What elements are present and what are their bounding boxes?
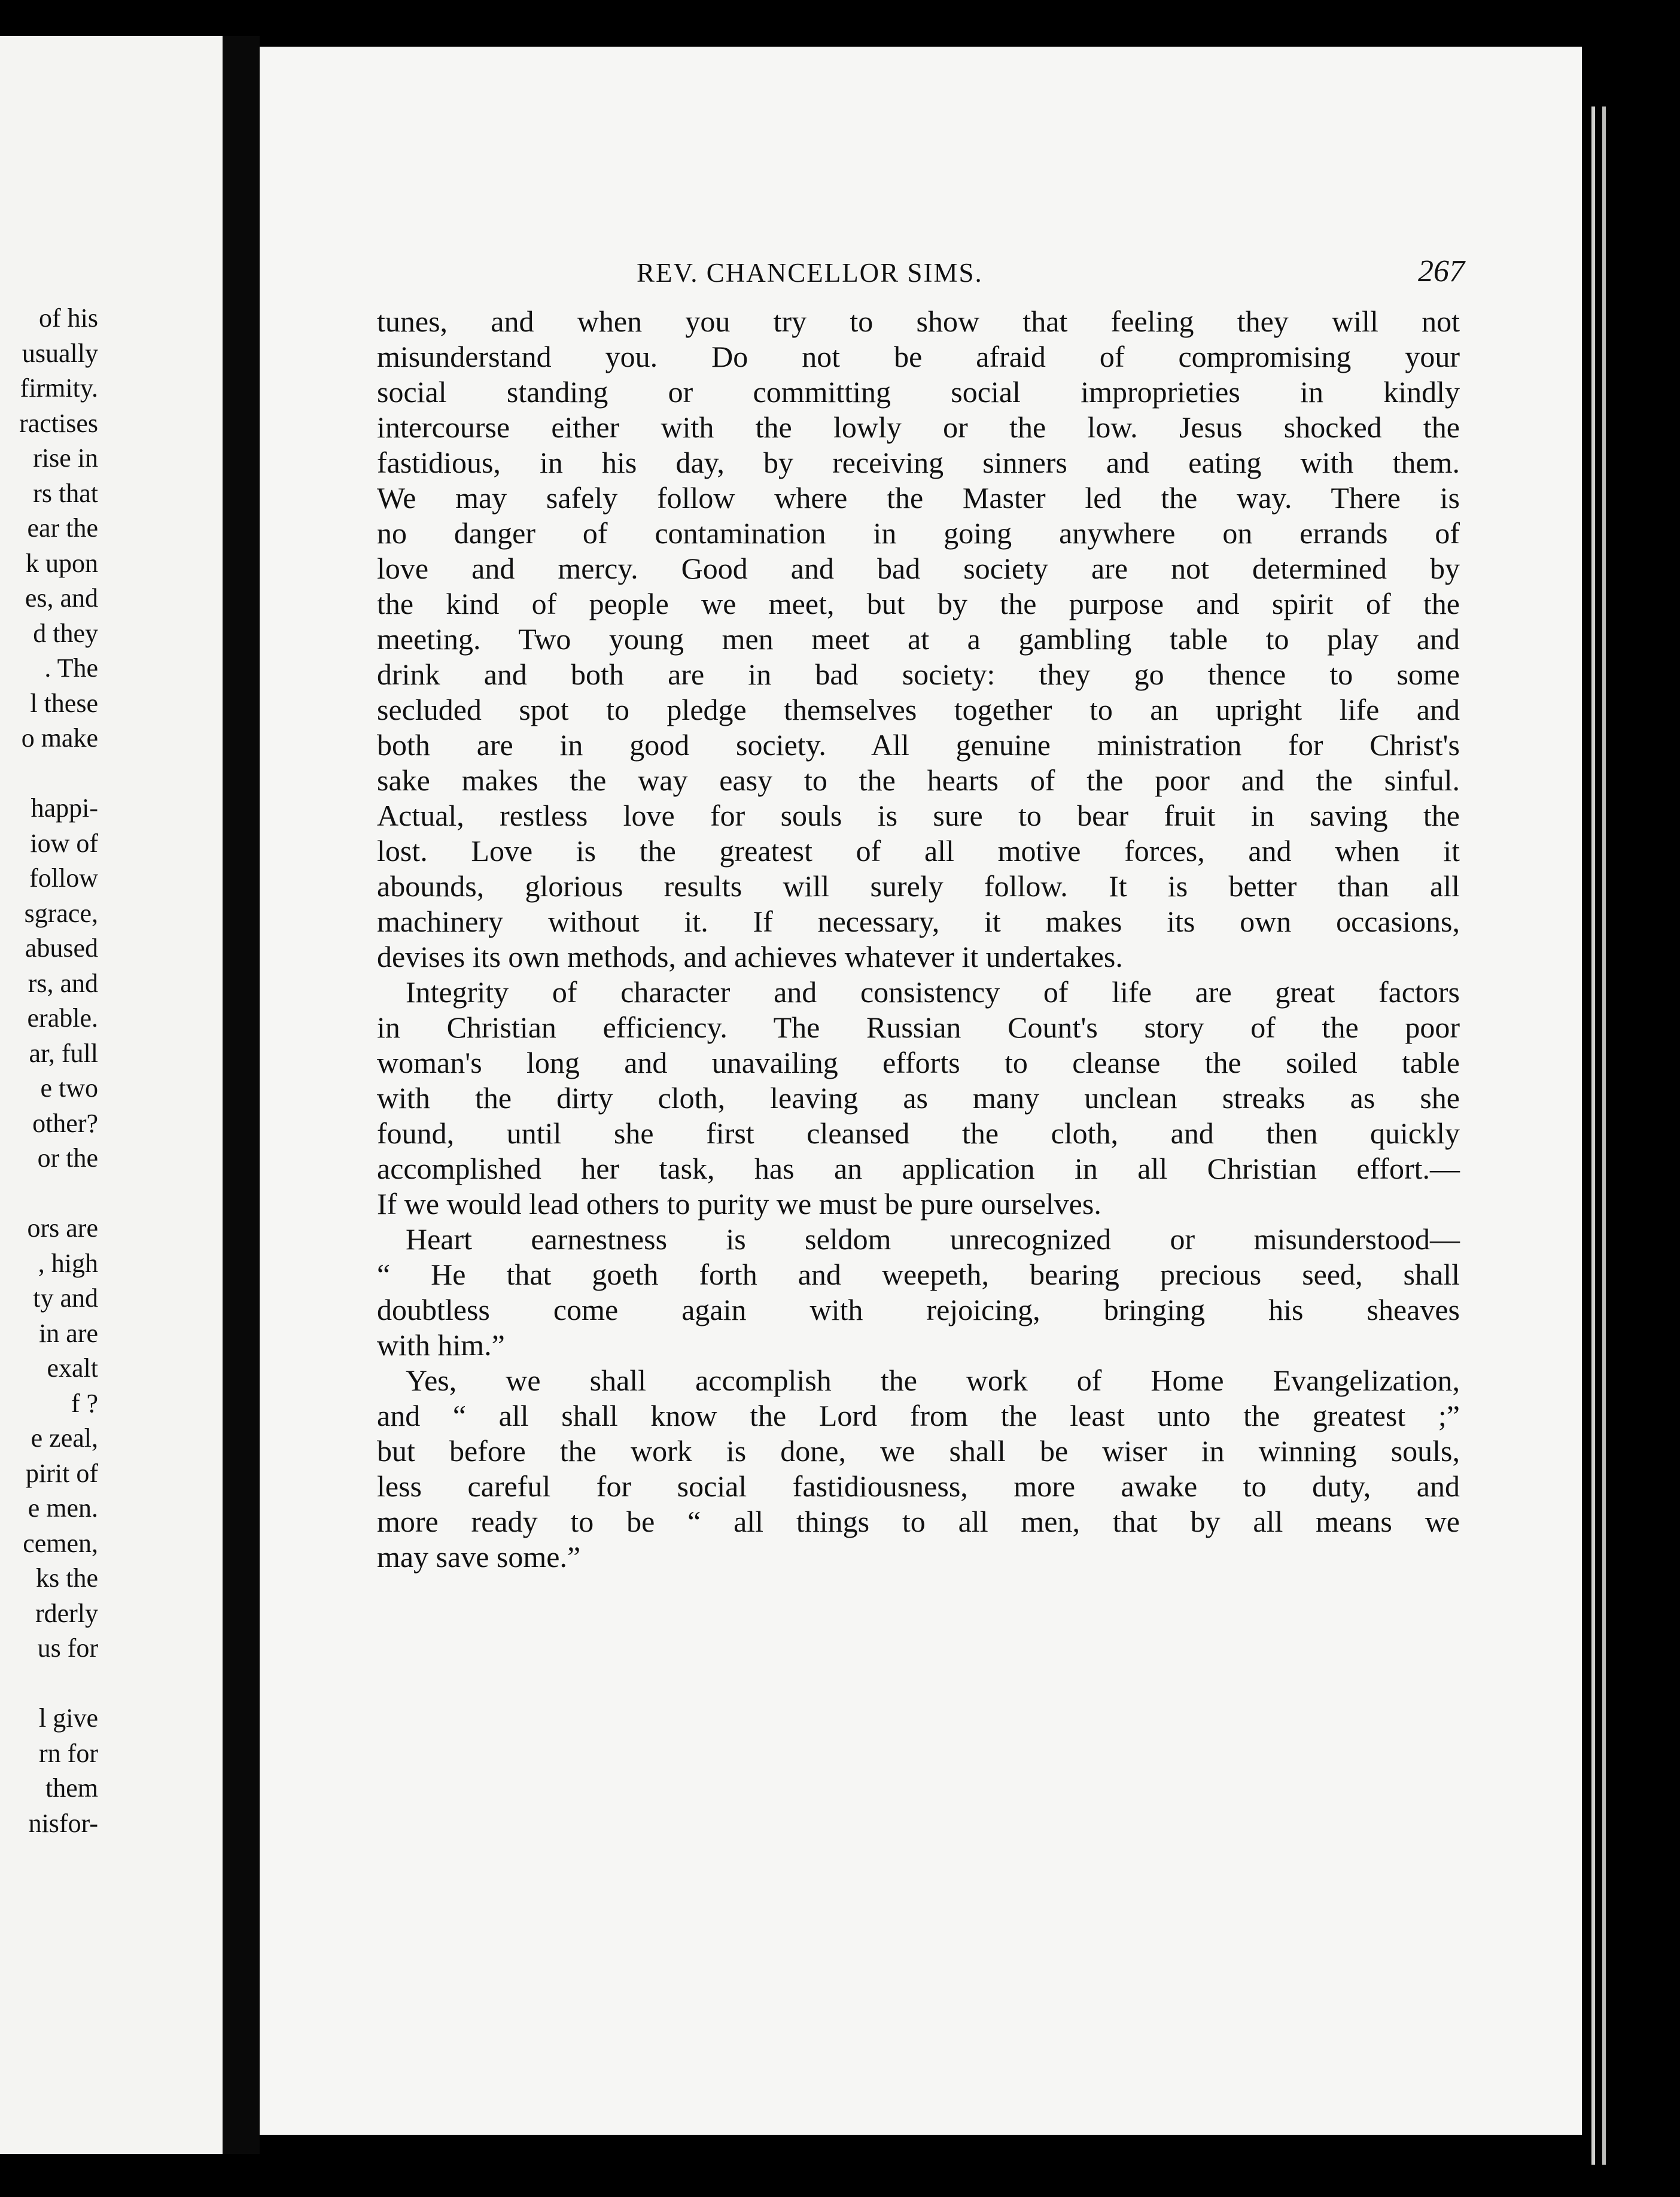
left-page-line-fragment: . The	[44, 653, 98, 683]
paragraph	[377, 975, 1460, 1222]
text-line: woman's long and unavailing efforts to cleanse the soiled table	[377, 1046, 1460, 1079]
text-line: doubtless come again with rejoicing, bringing his sheaves	[377, 1293, 1460, 1326]
text-line: love and mercy. Good and bad society are not determined by	[377, 552, 1460, 585]
text-line: “ He that goeth forth and weepeth, bearing precious seed, shall	[377, 1258, 1460, 1291]
paragraph	[377, 304, 1460, 975]
text-line: may save some.”	[377, 1540, 581, 1574]
left-page-line-fragment: e zeal,	[31, 1423, 98, 1453]
text-line: with him.”	[377, 1328, 505, 1362]
text-line: Actual, restless love for souls is sure to bear fruit in saving the	[377, 799, 1460, 832]
left-page-line-fragment: sgrace,	[24, 898, 98, 928]
left-page-line-fragment: ors are	[27, 1213, 98, 1243]
paragraph	[377, 1222, 1460, 1363]
left-page-line-fragment: rs that	[33, 478, 98, 508]
book-page	[260, 47, 1582, 2135]
left-page-line-fragment: , high	[38, 1248, 98, 1278]
body-text	[377, 304, 1460, 1575]
left-page-line-fragment: o make	[21, 723, 98, 753]
text-line: Yes, we shall accomplish the work of Home Evangelization,	[406, 1364, 1460, 1397]
left-page-line-fragment: follow	[29, 863, 98, 893]
text-line: If we would lead others to purity we must be pure ourselves.	[377, 1187, 1101, 1221]
left-page-line-fragment: k upon	[26, 548, 98, 578]
left-page-line-fragment: of his	[39, 303, 98, 333]
left-page-line-fragment: usually	[22, 338, 98, 368]
text-line: drink and both are in bad society: they go thence to some	[377, 658, 1460, 691]
book-gutter	[223, 36, 260, 2154]
previous-page-fragment	[0, 36, 223, 2154]
page-edge	[1602, 106, 1606, 2165]
left-page-line-fragment: ractises	[19, 408, 98, 438]
text-line: no danger of contamination in going anywhere on errands of	[377, 516, 1460, 550]
left-page-line-fragment: es, and	[25, 583, 98, 613]
text-line: accomplished her task, has an application in all Christian effort.—	[377, 1152, 1460, 1185]
text-line: tunes, and when you try to show that feeling they will not	[377, 305, 1460, 338]
left-page-line-fragment: rs, and	[28, 968, 98, 998]
left-page-line-fragment: ear the	[27, 513, 98, 543]
left-page-line-fragment: erable.	[27, 1003, 98, 1033]
left-page-line-fragment: f ?	[71, 1388, 98, 1418]
left-page-line-fragment: abused	[25, 933, 98, 963]
page-edge	[1591, 106, 1595, 2165]
text-line: but before the work is done, we shall be wiser in winning souls,	[377, 1434, 1460, 1468]
left-page-line-fragment: d they	[33, 618, 98, 648]
text-line: We may safely follow where the Master led the way. There is	[377, 481, 1460, 515]
text-line: less careful for social fastidiousness, more awake to duty, and	[377, 1469, 1460, 1503]
text-line: fastidious, in his day, by receiving sinners and eating with them.	[377, 446, 1460, 479]
page-number: 267	[1418, 254, 1465, 288]
text-line: secluded spot to pledge themselves together to an upright life and	[377, 693, 1460, 726]
left-page-line-fragment: ar, full	[29, 1038, 98, 1068]
left-page-line-fragment: firmity.	[20, 373, 98, 403]
left-page-line-fragment: e two	[40, 1073, 98, 1103]
left-page-line-fragment: rn for	[39, 1738, 98, 1768]
left-page-line-fragment: nisfor-	[28, 1808, 98, 1838]
text-line: misunderstand you. Do not be afraid of compromising your	[377, 340, 1460, 373]
text-line: in Christian efficiency. The Russian Count's story of the poor	[377, 1011, 1460, 1044]
text-line: machinery without it. If necessary, it makes its own occasions,	[377, 905, 1460, 938]
text-line: found, until she first cleansed the cloth, and then quickly	[377, 1116, 1460, 1150]
text-line: the kind of people we meet, but by the purpose and spirit of the	[377, 587, 1460, 620]
left-page-line-fragment: us for	[37, 1633, 98, 1663]
text-line: with the dirty cloth, leaving as many unclean streaks as she	[377, 1081, 1460, 1115]
left-page-line-fragment: ty and	[33, 1283, 98, 1313]
text-line: sake makes the way easy to the hearts of the poor and the sinful.	[377, 763, 1460, 797]
left-page-line-fragment: cemen,	[23, 1528, 98, 1558]
left-page-line-fragment: pirit of	[26, 1458, 98, 1488]
paragraph	[377, 1363, 1460, 1575]
text-line: social standing or committing social improprieties in kindly	[377, 375, 1460, 409]
left-page-line-fragment: l give	[39, 1703, 98, 1733]
running-head: REV. CHANCELLOR SIMS.	[637, 258, 983, 288]
text-line: meeting. Two young men meet at a gambling table to play and	[377, 622, 1460, 656]
text-line: Heart earnestness is seldom unrecognized or misunderstood—	[406, 1222, 1460, 1256]
left-page-line-fragment: other?	[32, 1108, 98, 1138]
text-line: devises its own methods, and achieves whatever it undertakes.	[377, 940, 1123, 973]
left-page-line-fragment: iow of	[30, 828, 98, 858]
left-page-line-fragment: them	[45, 1773, 98, 1803]
text-line: both are in good society. All genuine ministration for Christ's	[377, 728, 1460, 762]
left-page-line-fragment: e men.	[28, 1493, 98, 1523]
left-page-line-fragment: ks the	[36, 1563, 98, 1593]
left-page-line-fragment: happi-	[31, 793, 98, 823]
left-page-line-fragment: exalt	[47, 1353, 98, 1383]
left-page-line-fragment: rise in	[33, 443, 98, 473]
left-page-line-fragment: rderly	[35, 1598, 98, 1628]
text-line: abounds, glorious results will surely follow. It is better than all	[377, 869, 1460, 903]
text-line: intercourse either with the lowly or the low. Jesus shocked the	[377, 410, 1460, 444]
left-page-line-fragment: or the	[37, 1143, 98, 1173]
text-line: and “ all shall know the Lord from the least unto the greatest ;”	[377, 1399, 1460, 1432]
left-page-line-fragment: l these	[30, 688, 98, 718]
text-line: more ready to be “ all things to all men, that by all means we	[377, 1505, 1460, 1538]
text-line: Integrity of character and consistency of life are great factors	[406, 975, 1460, 1009]
text-line: lost. Love is the greatest of all motive forces, and when it	[377, 834, 1460, 868]
left-page-line-fragment: in are	[39, 1318, 98, 1348]
